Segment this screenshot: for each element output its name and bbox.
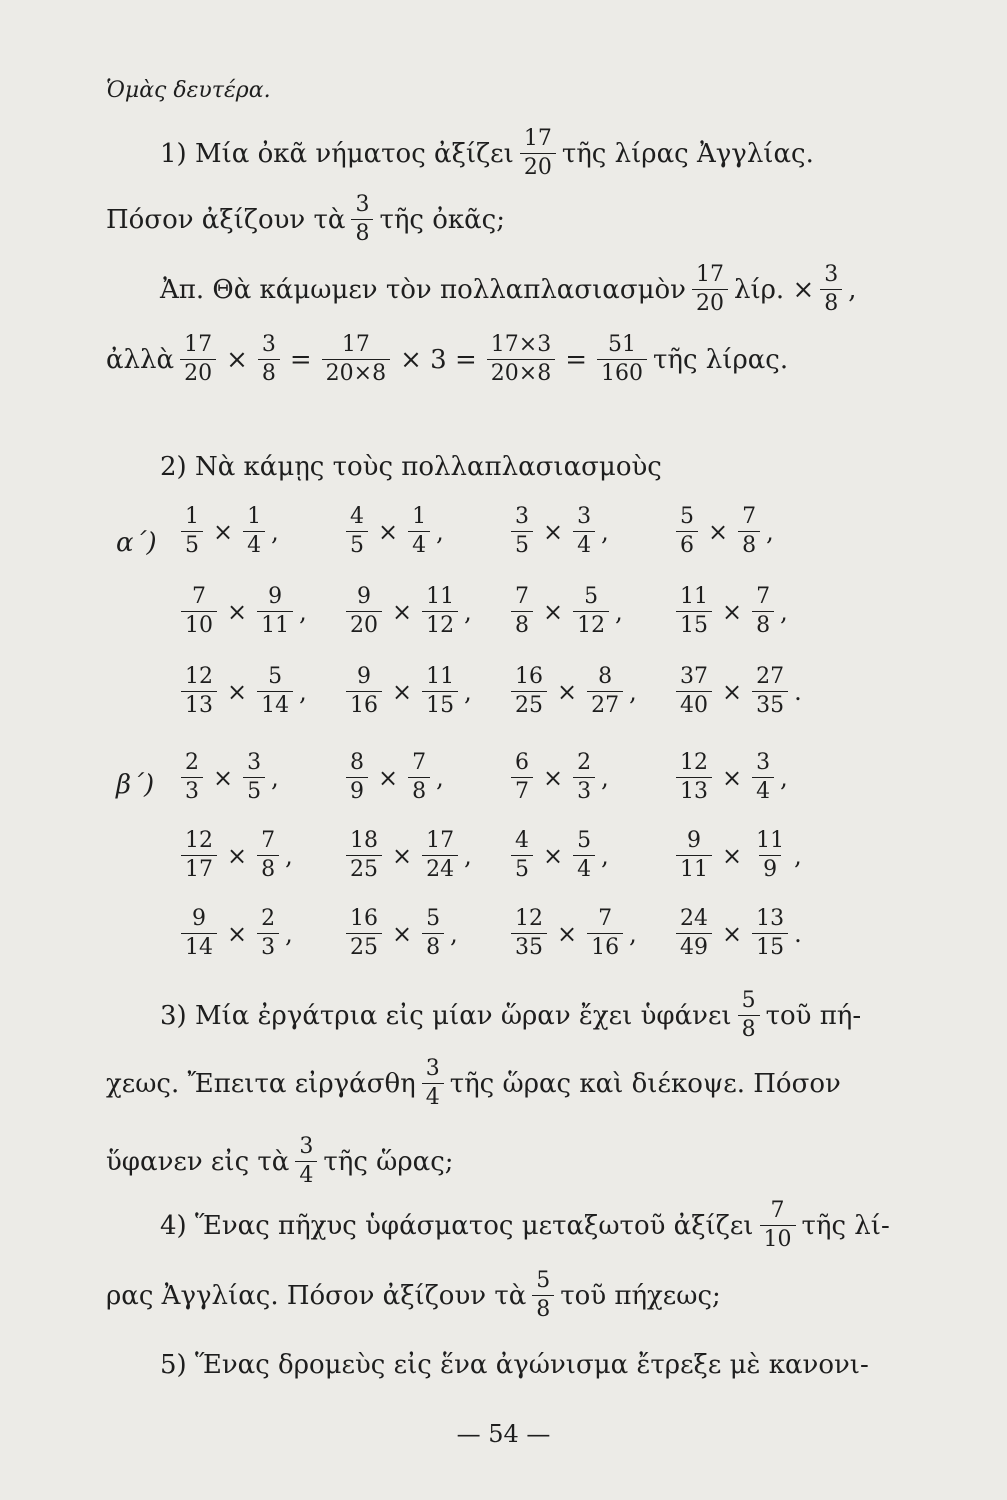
fraction: $\frac{12}{13}$ [181, 666, 217, 717]
times-sign: × [722, 919, 743, 948]
times-sign: × [543, 763, 564, 792]
fraction: $\frac{7}{8}$ [408, 752, 430, 803]
group-b-label: β΄) [116, 770, 155, 800]
fraction: $\frac{12}{17}$ [181, 830, 217, 881]
punctuation: , [464, 677, 472, 706]
fraction: $\frac{17}{20}$ [692, 264, 728, 315]
fraction: $\frac{2}{3}$ [257, 908, 279, 959]
fraction: $\frac{13}{15}$ [752, 908, 788, 959]
punctuation: . [794, 919, 802, 948]
exercise-product [175, 830, 340, 881]
fraction: $\frac{11}{15}$ [422, 666, 458, 717]
fraction: $\frac{8}{9}$ [346, 752, 368, 803]
times-sign: × [722, 763, 743, 792]
fraction: $\frac{1}{4}$ [408, 506, 430, 557]
fraction: $\frac{12}{13}$ [676, 752, 712, 803]
section-heading: Ὁμὰς δευτέρα. [106, 78, 271, 103]
fraction: $\frac{9}{20}$ [346, 586, 382, 637]
fraction: $\frac{5}{14}$ [257, 666, 293, 717]
fraction: $\frac{5}{4}$ [573, 830, 595, 881]
fraction: $\frac{5}{8}$ [422, 908, 444, 959]
punctuation: , [285, 841, 293, 870]
fraction: $\frac{7}{8}$ [738, 506, 760, 557]
fraction: $\frac{17\times 3}{20\times 8}$ [487, 334, 555, 385]
fraction: $\frac{3}{8}$ [351, 194, 373, 245]
fraction: $\frac{1}{5}$ [181, 506, 203, 557]
times-sign: × [543, 517, 564, 546]
punctuation: . [794, 677, 802, 706]
fraction: $\frac{7}{8}$ [511, 586, 533, 637]
times-sign: × [392, 841, 413, 870]
times-sign: × [557, 919, 578, 948]
exercise-product [340, 830, 505, 881]
fraction: $\frac{3}{5}$ [243, 752, 265, 803]
fraction: $\frac{4}{5}$ [511, 830, 533, 881]
fraction: $\frac{6}{7}$ [511, 752, 533, 803]
punctuation: , [601, 841, 609, 870]
punctuation: , [794, 841, 802, 870]
exercise-row [175, 830, 835, 881]
fraction: $\frac{3}{4}$ [752, 752, 774, 803]
fraction: $\frac{11}{12}$ [422, 586, 458, 637]
punctuation: , [464, 597, 472, 626]
fraction: $\frac{2}{3}$ [181, 752, 203, 803]
exercise-product [340, 586, 505, 637]
punctuation: , [271, 763, 279, 792]
times-sign: × [722, 597, 743, 626]
exercise-product [505, 752, 670, 803]
fraction: $\frac{8}{27}$ [587, 666, 623, 717]
fraction: $\frac{3}{5}$ [511, 506, 533, 557]
times-sign: × [213, 763, 234, 792]
fraction: $\frac{17}{20}$ [520, 128, 556, 179]
problem-3-line-2: χεως. Ἔπειτα εἰργάσθη $\frac{3}{4}$ τῆς ὥρας καὶ διέκοψε. Πόσον [106, 1056, 841, 1110]
fraction: $\frac{4}{5}$ [346, 506, 368, 557]
fraction: $\frac{17}{24}$ [422, 830, 458, 881]
fraction: $\frac{7}{8}$ [752, 586, 774, 637]
problem-4-line-2: ρας Ἀγγλίας. Πόσον ἀξίζουν τὰ $\frac{5}{8}$ τοῦ πήχεως; [106, 1268, 721, 1322]
exercise-row [175, 666, 835, 717]
answer-line-2: ἀλλὰ $\frac{17}{20}$ × $\frac{3}{8}$ = $\frac{17}{20\times 8}$ × 3 = $\frac{17\times 3}{20\times 8}$ = $\frac{51}{160}$ τῆς λίρας. [106, 332, 789, 386]
times-sign: × [543, 841, 564, 870]
fraction: $\frac{3}{8}$ [820, 264, 842, 315]
exercise-row [175, 506, 835, 557]
fraction: $\frac{11}{9}$ [756, 828, 785, 882]
fraction: $\frac{17}{20\times 8}$ [322, 334, 390, 385]
fraction: $\frac{3}{4}$ [573, 506, 595, 557]
problem-1-line-2: Πόσον ἀξίζουν τὰ $\frac{3}{8}$ τῆς ὀκᾶς; [106, 192, 506, 246]
fraction: $\frac{3}{4}$ [295, 1136, 317, 1187]
times-sign: × [227, 919, 248, 948]
exercise-product [175, 908, 340, 959]
problem-2-text: 2) Νὰ κάμῃς τοὺς πολλαπλασιασμοὺς [160, 452, 662, 482]
punctuation: , [601, 517, 609, 546]
punctuation: , [271, 517, 279, 546]
fraction: $\frac{3}{8}$ [258, 334, 280, 385]
punctuation: , [780, 597, 788, 626]
exercise-product [175, 586, 340, 637]
fraction: $\frac{7}{16}$ [587, 908, 623, 959]
exercise-product [670, 586, 835, 637]
exercise-product [340, 506, 505, 557]
fraction: $\frac{12}{35}$ [511, 908, 547, 959]
punctuation: , [629, 919, 637, 948]
punctuation: , [299, 597, 307, 626]
fraction: $\frac{9}{16}$ [346, 666, 382, 717]
answer-line-1: Ἀπ. Θὰ κάμωμεν τὸν πολλαπλασιασμὸν $\frac{17}{20}$ λίρ. × $\frac{3}{8}$ , [160, 262, 857, 316]
punctuation: , [450, 919, 458, 948]
fraction: $\frac{17}{20}$ [180, 334, 216, 385]
exercise-product [175, 506, 340, 557]
times-sign: × [227, 841, 248, 870]
fraction: $\frac{1}{4}$ [243, 506, 265, 557]
times-sign: × [227, 677, 248, 706]
exercise-row [175, 586, 835, 637]
exercise-product [505, 830, 670, 881]
exercise-product [175, 752, 340, 803]
exercise-product [670, 506, 835, 557]
times-sign: × [722, 841, 743, 870]
punctuation: , [629, 677, 637, 706]
fraction: $\frac{27}{35}$ [752, 666, 788, 717]
fraction: $\frac{9}{11}$ [676, 830, 712, 881]
exercise-product [505, 666, 670, 717]
punctuation: , [299, 677, 307, 706]
fraction: $\frac{7}{10}$ [760, 1200, 796, 1251]
fraction: $\frac{3}{4}$ [422, 1058, 444, 1109]
punctuation: , [436, 763, 444, 792]
exercise-product [340, 752, 505, 803]
times-sign: × [227, 597, 248, 626]
times-sign: × [543, 597, 564, 626]
punctuation: , [780, 763, 788, 792]
exercise-row [175, 752, 835, 803]
exercise-product [505, 506, 670, 557]
exercise-product [670, 830, 835, 881]
punctuation: , [464, 841, 472, 870]
problem-3-line-1: 3) Μία ἐργάτρια εἰς μίαν ὥραν ἔχει ὑφάνει $\frac{5}{8}$ τοῦ πή- [160, 988, 862, 1042]
exercise-product [670, 666, 835, 717]
exercise-product [340, 908, 505, 959]
fraction: $\frac{5}{6}$ [676, 506, 698, 557]
page-number: — 54 — [456, 1420, 551, 1448]
exercise-product [670, 752, 835, 803]
times-sign: × [378, 763, 399, 792]
fraction: $\frac{9}{14}$ [181, 908, 217, 959]
punctuation: , [601, 763, 609, 792]
exercise-product [175, 666, 340, 717]
fraction: $\frac{5}{12}$ [573, 586, 609, 637]
fraction: $\frac{11}{15}$ [676, 586, 712, 637]
fraction: $\frac{24}{49}$ [676, 908, 712, 959]
exercise-product [505, 908, 670, 959]
times-sign: × [213, 517, 234, 546]
fraction: $\frac{16}{25}$ [511, 666, 547, 717]
punctuation: , [766, 517, 774, 546]
fraction: $\frac{16}{25}$ [346, 908, 382, 959]
exercise-product [670, 908, 835, 959]
problem-4-line-1: 4) Ἕνας πῆχυς ὑφάσματος μεταξωτοῦ ἀξίζει $\frac{7}{10}$ τῆς λί- [160, 1198, 890, 1252]
times-sign: × [392, 919, 413, 948]
exercise-product [505, 586, 670, 637]
times-sign: × [378, 517, 399, 546]
problem-3-line-3: ὕφανεν εἰς τὰ $\frac{3}{4}$ τῆς ὥρας; [106, 1134, 454, 1188]
exercise-product [340, 666, 505, 717]
fraction: $\frac{7}{10}$ [181, 586, 217, 637]
group-a-label: α΄) [116, 528, 157, 558]
times-sign: × [722, 677, 743, 706]
punctuation: , [436, 517, 444, 546]
fraction: $\frac{5}{8}$ [532, 1270, 554, 1321]
times-sign: × [708, 517, 729, 546]
fraction: $\frac{2}{3}$ [573, 752, 595, 803]
problem-1-line-1: 1) Μία ὀκᾶ νήματος ἀξίζει $\frac{17}{20}$ τῆς λίρας Ἀγγλίας. [160, 126, 814, 180]
times-sign: × [392, 677, 413, 706]
fraction: $\frac{5}{8}$ [738, 990, 760, 1041]
fraction: $\frac{37}{40}$ [676, 666, 712, 717]
punctuation: , [615, 597, 623, 626]
fraction: $\frac{9}{11}$ [257, 586, 293, 637]
times-sign: × [557, 677, 578, 706]
fraction: $\frac{51}{160}$ [597, 334, 647, 385]
times-sign: × [392, 597, 413, 626]
exercise-row [175, 908, 835, 959]
fraction: $\frac{7}{8}$ [257, 830, 279, 881]
punctuation: , [285, 919, 293, 948]
problem-5-text: 5) Ἕνας δρομεὺς εἰς ἕνα ἀγώνισμα ἔτρεξε μὲ κανονι- [160, 1350, 869, 1380]
fraction: $\frac{18}{25}$ [346, 830, 382, 881]
